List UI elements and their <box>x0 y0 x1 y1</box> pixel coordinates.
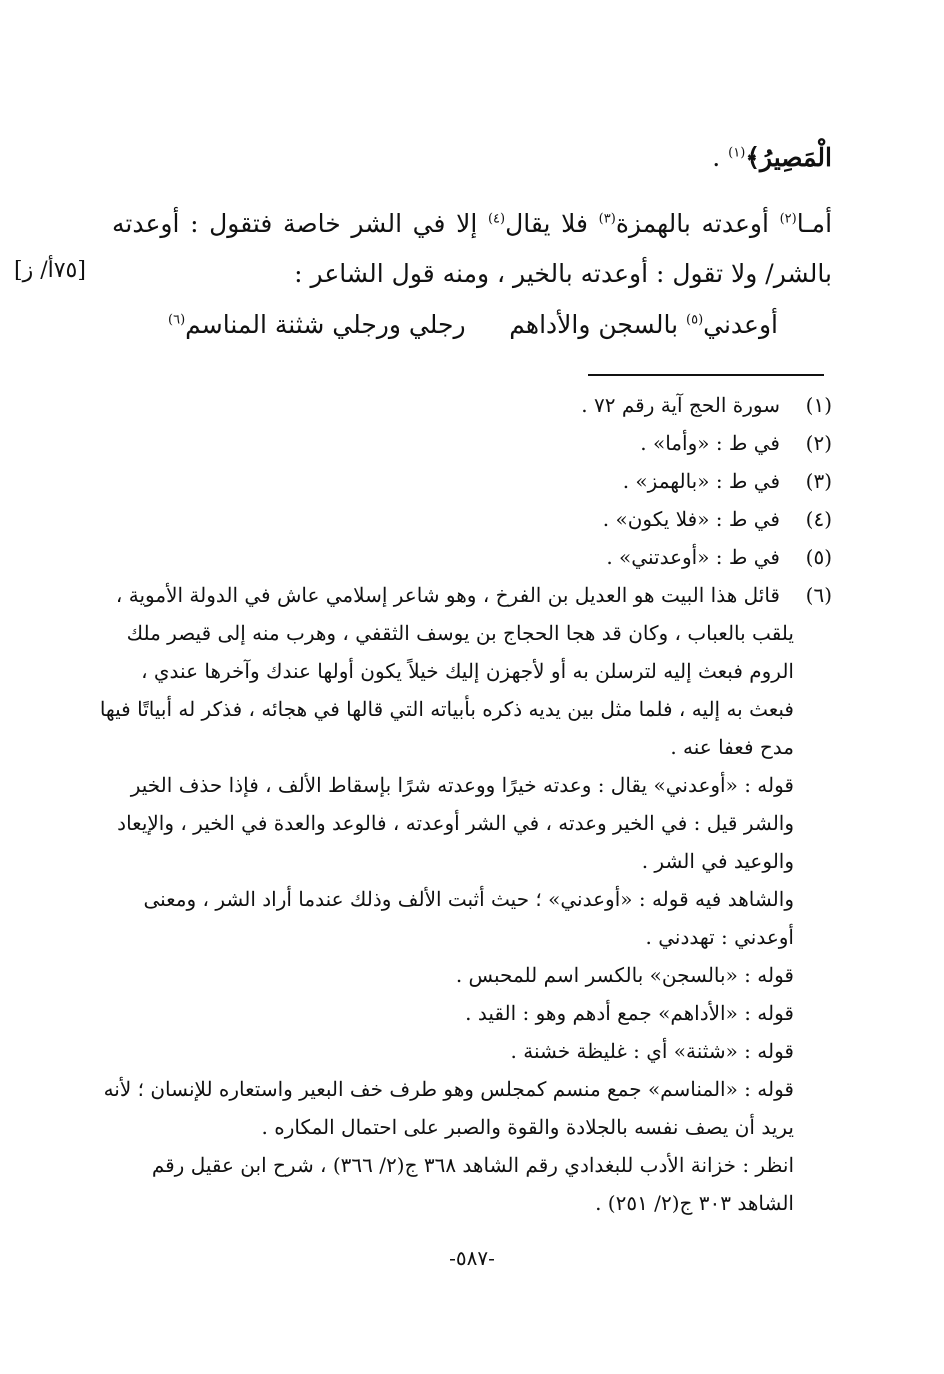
footnote-ref-4: (٤) <box>487 211 506 227</box>
footnote-6-line: يريد أن يصف نفسه بالجلادة والقوة والصبر على احتمال المكاره . <box>261 1115 794 1139</box>
footnote-ref-1: (١) <box>728 145 746 161</box>
footnote-6-line: أوعدني : تهددني . <box>645 925 794 949</box>
text-run: فلا يقال <box>505 209 599 238</box>
footnote-1 <box>118 386 832 424</box>
body-line-1 <box>112 138 832 178</box>
footnote-separator <box>588 374 824 376</box>
verse-text: بالسجن والأداهم <box>509 310 686 339</box>
footnote-6-line: قوله : «أوعدني» يقال : وعدته خيرًا ووعدته شرًا بإسقاط الألف ، فإذا حذف الخير <box>130 773 794 797</box>
text-run: أمـا <box>796 209 833 238</box>
verse-hemistich-2 <box>168 310 466 339</box>
verse-word: أوعدني <box>703 310 778 339</box>
quran-fragment: الْمَصِيرُ﴾ <box>745 143 832 172</box>
footnote-6-line: مدح فعفا عنه . <box>670 735 794 759</box>
footnote-6-line: والوعيد في الشر . <box>641 849 794 873</box>
page-number: -٥٨٧- <box>449 1246 495 1270</box>
footnote-text: في ط : «بالهمز» . <box>622 469 780 493</box>
footnote-6-line: الروم فبعث إليه لترسلن به أو لأجهزن إليك خيلاً يكون أولها عندك وآخرها عندي ، <box>141 659 794 683</box>
footnote-6-line: يلقب بالعباب ، وكان قد هجا الحجاج بن يوسف الثقفي ، وهرب منه إلى قيصر ملك <box>126 621 794 645</box>
footnote-number: (٤) <box>805 507 832 531</box>
footnote-2 <box>118 424 832 462</box>
footnote-ref-5: (٥) <box>686 312 704 328</box>
footnote-5 <box>118 538 832 576</box>
verse-hemistich-1 <box>509 310 778 339</box>
manuscript-folio-ref: [٧٥أ/ ز] <box>14 258 86 283</box>
punctuation: . <box>712 143 729 172</box>
footnote-6-line: والشاهد فيه قوله : «أوعدني» ؛ حيث أثبت الألف وذلك عندما أراد الشر ، ومعنى <box>143 887 794 911</box>
footnote-number: (٢) <box>805 431 832 455</box>
verse-text: رجلي ورجلي شثنة المناسم <box>185 310 466 339</box>
footnote-number: (٣) <box>805 469 832 493</box>
footnote-3 <box>118 462 832 500</box>
footnote-number: (٥) <box>805 545 832 569</box>
footnote-6-line: قوله : «بالسجن» بالكسر اسم للمحبس . <box>455 963 794 987</box>
footnote-ref-3: (٣) <box>598 211 616 227</box>
footnote-6-line: فبعث به إليه ، فلما مثل بين يديه ذكره بأبياته التي قالها في هجائه ، فذكر له أبياتًا فيها <box>99 697 794 721</box>
footnote-text: في ط : «أوعدتني» . <box>606 545 780 569</box>
footnote-ref-6: (٦) <box>168 312 186 328</box>
footnote-number: (١) <box>805 393 832 417</box>
footnote-6 <box>115 576 832 614</box>
text-run: إلا في الشر خاصة فتقول : أوعدته <box>112 209 488 238</box>
footnote-6-line: قوله : «المناسم» جمع منسم كمجلس وهو طرف خف البعير واستعاره للإنسان ؛ لأنه <box>103 1077 794 1101</box>
footnote-6-line: قوله : «شثنة» أي : غليظة خشنة . <box>510 1039 794 1063</box>
footnote-text: سورة الحج آية رقم ٧٢ . <box>581 393 780 417</box>
footnote-text: قائل هذا البيت هو العديل بن الفرخ ، وهو شاعر إسلامي عاش في الدولة الأموية ، <box>115 583 780 607</box>
footnote-number: (٦) <box>805 583 832 607</box>
footnote-4 <box>118 500 832 538</box>
body-line-3: بالشر/ ولا تقول : أوعدته بالخير ، ومنه قول الشاعر : <box>294 259 832 288</box>
footnote-text: في ط : «وأما» . <box>640 431 780 455</box>
footnote-6-line: انظر : خزانة الأدب للبغدادي رقم الشاهد ٣٦٨ ج(٢/ ٣٦٦) ، شرح ابن عقيل رقم <box>151 1153 794 1177</box>
footnote-6-line: الشاهد ٣٠٣ ج(٢/ ٢٥١) . <box>595 1191 794 1215</box>
body-line-2 <box>112 204 832 244</box>
footnote-text: في ط : «فلا يكون» . <box>602 507 780 531</box>
footnote-6-line: والشر قيل : في الخير وعدته ، في الشر أوعدته ، فالوعد والعدة في الخير ، والإيعاد <box>117 811 794 835</box>
text-run: أوعدته بالهمزة <box>615 209 780 238</box>
footnote-ref-2: (٢) <box>779 211 797 227</box>
footnote-6-line: قوله : «الأداهم» جمع أدهم وهو : القيد . <box>465 1001 794 1025</box>
